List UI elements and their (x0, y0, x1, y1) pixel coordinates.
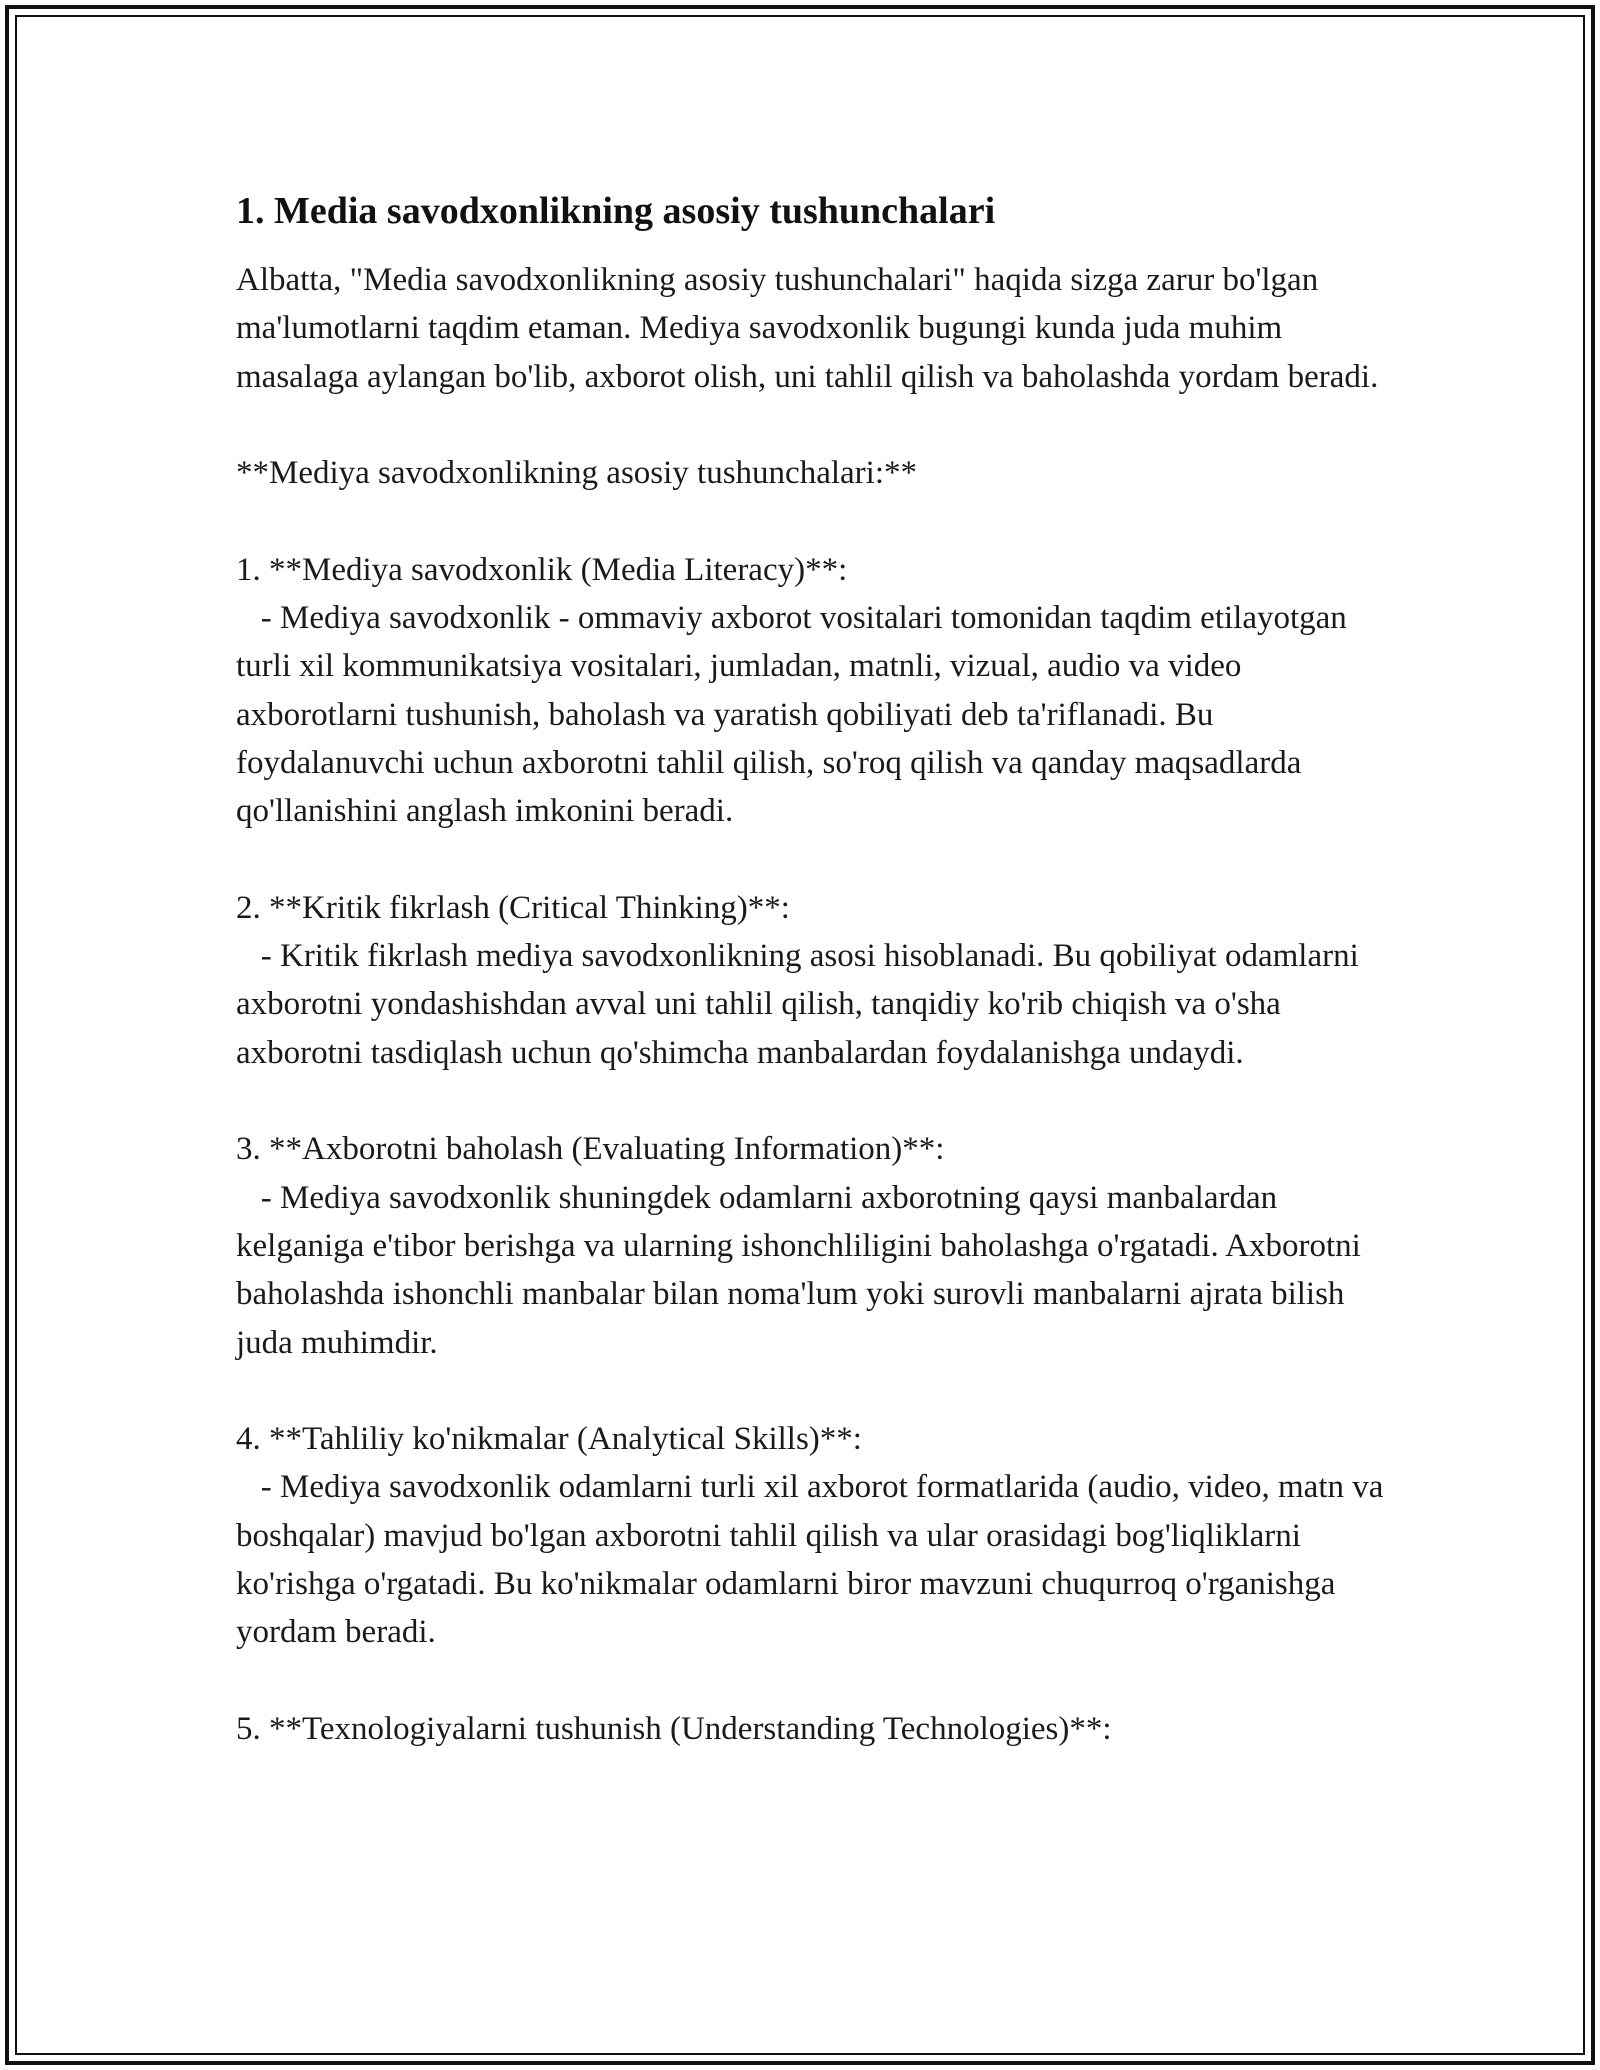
item-3-label: 3. **Axborotni baholash (Evaluating Information)**: (236, 1131, 945, 1168)
item-4-text: - Mediya savodxonlik odamlarni turli xil axborot formatlarida (audio, video, matn va boshqalar) mavjud bo'lgan axborotni tahlil qilish va ular orasidagi bog'liqliklarni ko'rishga o'rgatadi. Bu ko'nikmalar odamlarni biror mavzuni chuqurroq o'rganishga yordam beradi. (236, 1469, 1392, 1651)
section-heading: **Mediya savodxonlikning asosiy tushunchalari:** (236, 455, 917, 492)
document-body (236, 186, 1392, 1753)
document-title: 1. Media savodxonlikning asosiy tushunchalari (236, 190, 996, 232)
item-2-text: - Kritik fikrlash mediya savodxonlikning asosi hisoblanadi. Bu qobiliyat odamlarni axborotni yondashishdan avval uni tahlil qilish, tanqidiy ko'rib chiqish va o'sha axborotni tasdiqlash uchun qo'shimcha manbalardan foydalanishga undaydi. (236, 938, 1368, 1071)
item-2-label: 2. **Kritik fikrlash (Critical Thinking)**: (236, 889, 790, 926)
item-3-text: - Mediya savodxonlik shuningdek odamlarni axborotning qaysi manbalardan kelganiga e'tibor berishga va ularning ishonchliligini baholashga o'rgatadi. Axborotni baholashda ishonchli manbalar bilan noma'lum yoki surovli manbalarni ajrata bilish juda muhimdir. (236, 1179, 1370, 1361)
item-1-label: 1. **Mediya savodxonlik (Media Literacy)**: (236, 551, 848, 588)
item-5-label: 5. **Texnologiyalarni tushunish (Understanding Technologies)**: (236, 1710, 1112, 1747)
intro-paragraph: Albatta, "Media savodxonlikning asosiy tushunchalari" haqida sizga zarur bo'lgan ma'lumotlarni taqdim etaman. Mediya savodxonlik bugungi kunda juda muhim masalaga aylangan bo'lib, axborot olish, uni tahlil qilish va baholashda yordam beradi. (236, 262, 1379, 395)
item-4-label: 4. **Tahliliy ko'nikmalar (Analytical Skills)**: (236, 1421, 862, 1458)
item-1-text: - Mediya savodxonlik - ommaviy axborot vositalari tomonidan taqdim etilayotgan turli xil kommunikatsiya vositalari, jumladan, matnli, vizual, audio va video axborotlarni tushunish, baholash va yaratish qobiliyati deb ta'riflanadi. Bu foydalanuvchi uchun axborotni tahlil qilish, so'roq qilish va qanday maqsadlarda qo'llanishini anglash imkonini beradi. (236, 600, 1356, 830)
